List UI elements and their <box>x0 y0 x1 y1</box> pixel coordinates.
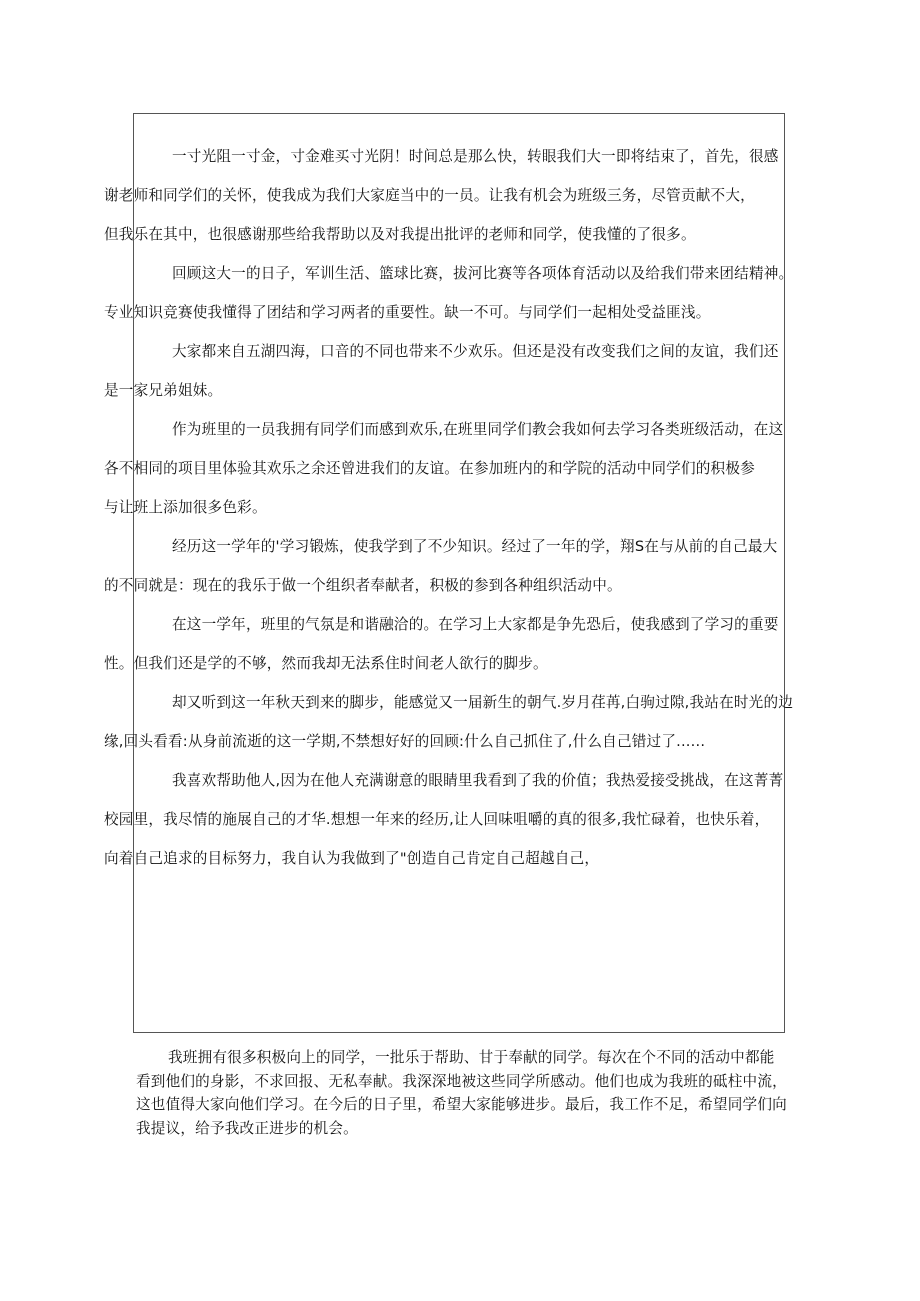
text-line: 缘,回头看看:从身前流逝的这一学期,不禁想好好的回顾:什么自己抓住了,什么自己错过了...... <box>104 733 706 750</box>
text-line: 各不相同的项目里体验其欢乐之余还曾进我们的友谊。在参加班内的和学院的活动中同学们的积极参 <box>104 460 755 477</box>
paragraph-friendship <box>104 332 784 410</box>
text-line: 一寸光阻一寸金，寸金难买寸光阴！时间总是那么快，转眼我们大一即将结束了，首先，很感 <box>172 148 779 165</box>
text-line: 看到他们的身影，不求回报、无私奉献。我深深地被这些同学所感动。他们也成为我班的砥柱中流， <box>136 1072 787 1090</box>
text-line: 专业知识竞赛使我懂得了团结和学习两者的重要性。缺一不可。与同学们一起相处受益匪浅。 <box>104 304 711 321</box>
text-line: 我喜欢帮助他人,因为在他人充满谢意的眼睛里我看到了我的价值；我热爱接受挑战，在这菁菁 <box>172 772 784 789</box>
paragraph-learning <box>104 527 784 605</box>
text-line: 却又听到这一年秋天到来的脚步，能感觉又一届新生的朝气.岁月荏苒,白驹过隙,我站在时光的边 <box>172 694 794 711</box>
paragraph-closing <box>136 1046 786 1140</box>
text-line: 这也值得大家向他们学习。在今后的日子里，希望大家能够进步。最后，我工作不足，希望同学们向 <box>136 1096 787 1113</box>
paragraph-helping-others <box>104 761 784 878</box>
paragraph-gratitude <box>104 137 784 254</box>
text-line: 校园里，我尽情的施展自己的才华.想想一年来的经历,让人回味咀嚼的真的很多,我忙碌着，也快乐着， <box>104 811 770 828</box>
text-line: 是一家兄弟姐妹。 <box>104 382 223 399</box>
paragraph-autumn <box>104 683 794 761</box>
text-line: 与让班上添加很多色彩。 <box>104 499 267 516</box>
text-line: 但我乐在其中，也很感谢那些给我帮助以及对我提出批评的老师和同学，使我懂的了很多。 <box>104 226 696 243</box>
text-line: 我班拥有很多积极向上的同学，一批乐于帮助、甘于奉献的同学。每次在个不同的活动中都能 <box>168 1049 775 1066</box>
text-line: 经历这一学年的'学习锻炼，使我学到了不少知识。经过了一年的学，翔S在与从前的自己最大 <box>172 538 778 555</box>
paragraph-atmosphere <box>104 605 784 683</box>
text-line: 作为班里的一员我拥有同学们而感到欢乐,在班里同学们教会我如何去学习各类班级活动，在这 <box>172 421 784 438</box>
closing-section <box>136 1046 786 1140</box>
paragraph-class-member <box>104 410 784 527</box>
text-line: 的不同就是：现在的我乐于做一个组织者奉献者，积极的参到各种组织活动中。 <box>104 577 622 594</box>
text-line: 性。但我们还是学的不够，然而我却无法系住时间老人欲行的脚步。 <box>104 655 548 672</box>
text-line: 我提议，给予我改正进步的机会。 <box>136 1119 358 1137</box>
text-line: 大家都来自五湖四海，口音的不同也带来不少欢乐。但还是没有改变我们之间的友谊，我们还 <box>172 343 779 360</box>
text-line: 回顾这大一的日子，军训生活、篮球比赛，拔河比赛等各项体育活动以及给我们带来团结精神。 <box>172 265 794 282</box>
text-line: 谢老师和同学们的关怀，使我成为我们大家庭当中的一员。让我有机会为班级三务，尽管贡献不大， <box>104 187 755 204</box>
paragraph-activities <box>104 254 794 332</box>
text-line: 在这一学年，班里的气氛是和谐融洽的。在学习上大家都是争先恐后，使我感到了学习的重要 <box>172 616 779 633</box>
bordered-text-box <box>104 113 794 1033</box>
text-line: 向着自己追求的目标努力，我自认为我做到了"创造自己肯定自己超越自己， <box>104 850 600 867</box>
